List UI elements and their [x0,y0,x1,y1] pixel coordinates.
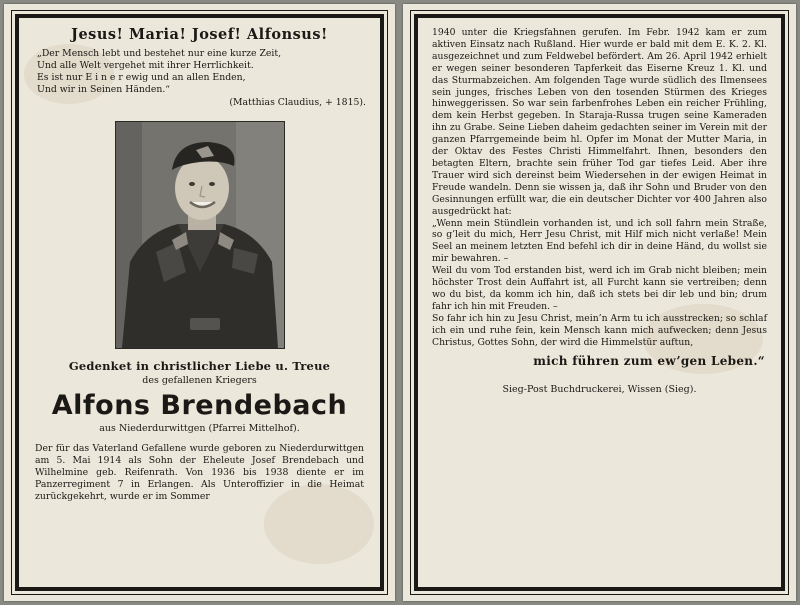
quote-line: „Der Mensch lebt und bestehet nur eine kurze Zeit, [37,48,282,59]
hymn-verse: Weil du vom Tod erstanden bist, werd ich im Grab nicht bleiben; mein höchster Trost dein Auffahrt ist, all Furcht kann sie vertreiben; denn wo du bist, da komm ich hin, daß ich stets bei dir leb und bin; drum fahr ich hin mit Freuden. – [432,265,767,312]
right-page [403,4,796,601]
soldier-portrait-photo [115,121,285,349]
quote-line: Und wir in Seinen Händen.“ [37,84,171,95]
printer-imprint: Sieg-Post Buchdruckerei, Wissen (Sieg). [502,384,697,396]
portrait-illustration [116,122,284,348]
left-page-frame [15,14,384,591]
hymn-verse: So fahr ich hin zu Jesu Christ, mein’n Arm tu ich ausstrecken; so schlaf ich ein und ruhe fein, kein Mensch kann mich aufwecken; denn Jesus Christus, Gottes Sohn, der wird die Himmelstür auftun, [432,312,767,348]
closing-line: mich führen zum ew’gen Leben.“ [533,354,765,369]
quote-line: Und alle Welt vergehet mit ihrer Herrlichkeit. [37,60,254,71]
deceased-name: Alfons Brendebach [51,390,348,421]
biography-text: Der für das Vaterland Gefallene wurde geboren zu Niederdurwittgen am 5. Mai 1914 als Sohn der Eheleute Josef Brendebach und Wilhelmine geb. Reifenrath. Von 1936 bis 1938 diente er im Panzerregiment 7 in Erlangen. Als Unteroffizier in die Heimat zurückgekehrt, wurde er im Sommer [35,443,364,503]
claudius-quote [37,48,368,96]
quote-line: Es ist nur E i n e r ewig und an allen Enden, [37,72,246,83]
invocation-heading: Jesus! Maria! Josef! Alfonsus! [71,26,328,43]
obituary-text [430,25,769,348]
origin-line: aus Niederdurwittgen (Pfarrei Mittelhof). [99,423,300,434]
quote-attribution: (Matthias Claudius, + 1815). [229,97,366,108]
right-page-frame [414,14,785,591]
hymn-verse: „Wenn mein Stündlein vorhanden ist, und ich soll fahrn mein Straße, so g’leit du mich, Herr Jesu Christ, mit Hilf mich nicht verlaße! Mein Seel an meinem letzten End befehl ich dir in deine Händ, du wollst sie mir bewahren. – [432,217,767,265]
subtitle: des gefallenen Kriegers [142,375,257,386]
obituary-paragraph: 1940 unter die Kriegsfahnen gerufen. Im Febr. 1942 kam er zum aktiven Einsatz nach Rußland. Hier wurde er bald mit dem E. K. 2. Kl. ausgezeichnet und zum Feldwebel befördert. Am 26. April 1942 erhielt er wegen seiner besonderen Tapferkeit das Eiserne Kreuz 1. Kl. und das Sturmabzeichen. Am folgenden Tage wurde südlich des Ilmensees sein junges, frisches Leben von den tosenden Stürmen des Krieges hinweggerissen. So war sein farbenfrohes Leben ein reicher Frühling, dem kein Herbst gegeben. In Staraja-Russa trugen seine Kameraden ihn zu Grabe. Seine Lieben daheim gedachten seiner im Verein mit der ganzen Pfarrgemeinde beim hl. Opfer im Monat der Mutter Maria, in der Oktav des Festes Christi Himmelfahrt. Ihnen, besonders den betagten Eltern, brachte sein früher Tod gar tiefes Leid. Aber ihre Trauer wird sich dereinst beim Wiedersehen in der ewigen Heimat in Freude wandeln. Denn sie wissen ja, daß ihr Sohn und Bruder von den Gesinnungen erfüllt war, die ein deutscher Dichter vor 400 Jahren also ausgedrückt hat: [432,27,767,217]
left-page [4,4,395,601]
memorial-line: Gedenket in christlicher Liebe u. Treue [68,359,331,373]
